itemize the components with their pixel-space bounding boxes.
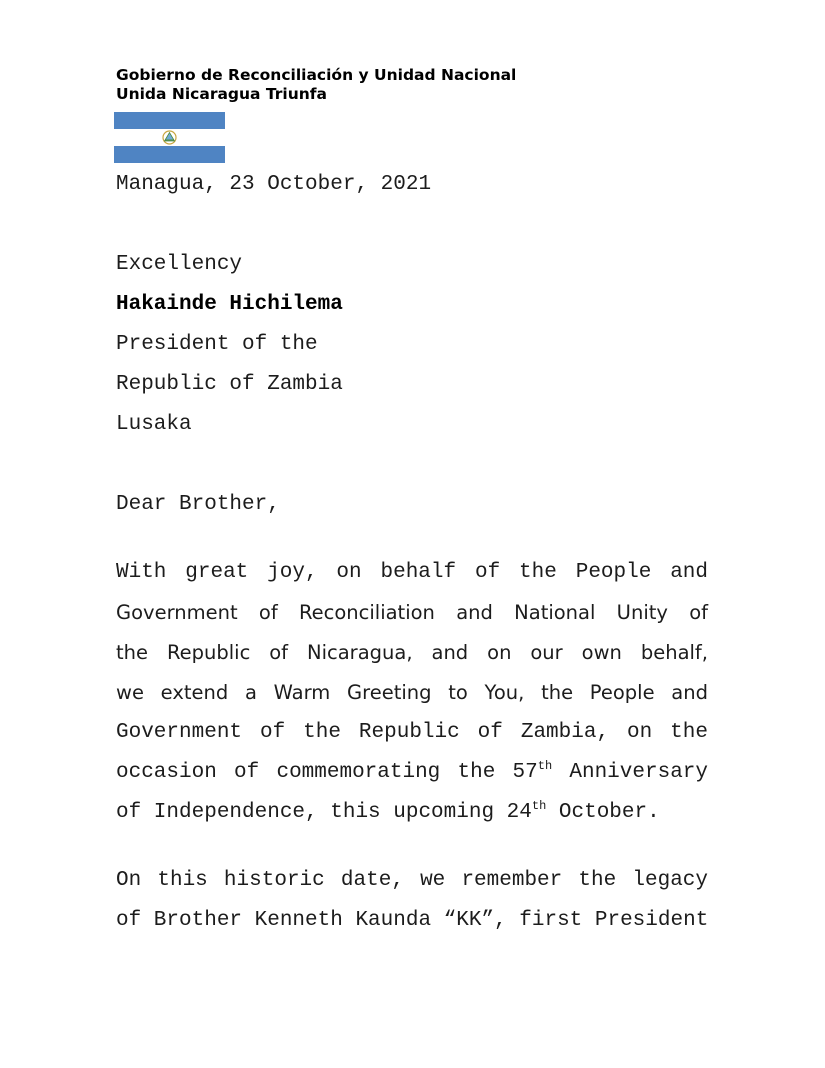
nicaragua-flag-icon (114, 112, 225, 163)
paragraph-line: the Republic of Nicaragua, and on our own behalf, (116, 641, 708, 664)
ordinal-suffix: th (537, 759, 553, 773)
addressee-role-line1: President of the (116, 333, 318, 356)
paragraph-text: occasion of commemorating the 57 (116, 761, 538, 784)
letterhead (116, 66, 516, 104)
paragraph-line (116, 753, 708, 793)
paragraph-text: of Independence, this upcoming 24 (116, 801, 532, 824)
letterhead-government: Gobierno de Reconciliación y Unidad Nacional (116, 66, 517, 84)
paragraph-line: we extend a Warm Greeting to You, the People and (116, 681, 708, 704)
paragraph-line: On this historic date, we remember the legacy (116, 869, 708, 892)
paragraph-text: October. (546, 801, 660, 824)
addressee-role-line2: Republic of Zambia (116, 373, 343, 396)
paragraph-text: Anniversary (552, 761, 708, 784)
paragraph-line: of Brother Kenneth Kaunda “KK”, first President (116, 909, 709, 932)
letter-date: Managua, 23 October, 2021 (116, 173, 432, 196)
letter-paragraph-2 (116, 861, 708, 941)
letter-paragraph-1 (116, 553, 708, 833)
paragraph-line: With great joy, on behalf of the People and (116, 561, 708, 584)
paragraph-line: Government of the Republic of Zambia, on the (116, 721, 708, 744)
addressee-name: Hakainde Hichilema (116, 293, 343, 316)
letterhead-slogan: Unida Nicaragua Triunfa (116, 85, 328, 103)
addressee-city: Lusaka (116, 413, 192, 436)
addressee-title: Excellency (116, 253, 243, 276)
letter-greeting: Dear Brother, (116, 493, 280, 516)
paragraph-line: Government of Reconciliation and National Unity of (116, 601, 708, 624)
paragraph-line (116, 793, 708, 833)
ordinal-suffix: th (531, 799, 547, 813)
